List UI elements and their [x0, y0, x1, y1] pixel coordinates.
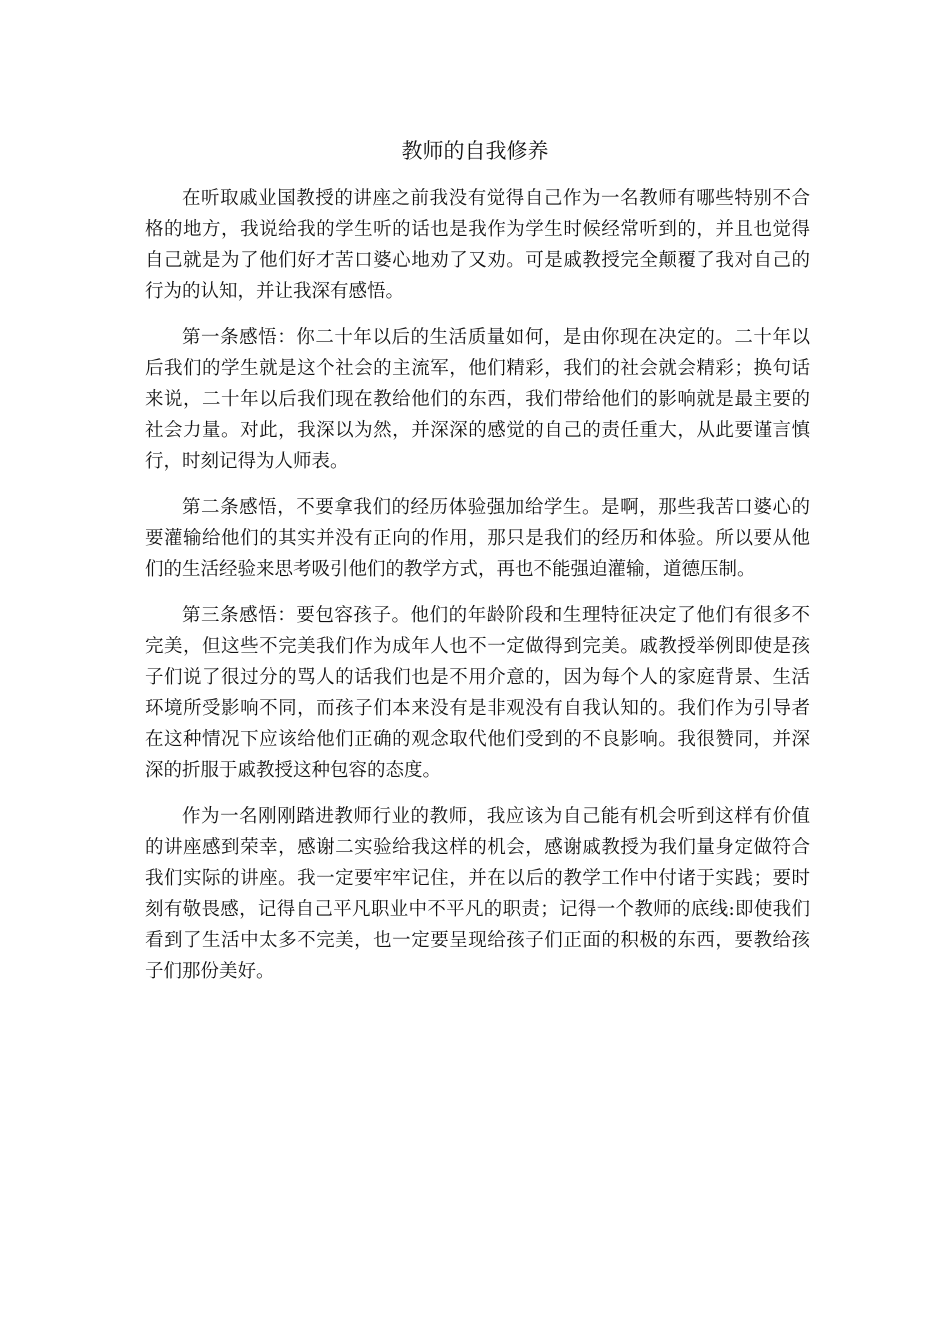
paragraph: 第一条感悟：你二十年以后的生活质量如何，是由你现在决定的。二十年以后我们的学生就是这个社会的主流军，他们精彩，我们的社会就会精彩；换句话来说，二十年以后我们现在教给他们的东西，我们带给他们的影响就是最主要的社会力量。对此，我深以为然，并深深的感觉的自己的责任重大，从此要谨言慎行，时刻记得为人师表。: [145, 327, 810, 472]
paragraph: 第二条感悟，不要拿我们的经历体验强加给学生。是啊，那些我苦口婆心的要灌输给他们的其实并没有正向的作用，那只是我们的经历和体验。所以要从他们的生活经验来思考吸引他们的教学方式，再也不能强迫灌输，道德压制。: [145, 497, 810, 580]
document-body: [145, 183, 810, 1002]
document-title: 教师的自我修养: [401, 139, 549, 163]
paragraph: 作为一名刚刚踏进教师行业的教师，我应该为自己能有机会听到这样有价值的讲座感到荣幸，感谢二实验给我这样的机会，感谢戚教授为我们量身定做符合我们实际的讲座。我一定要牢牢记住，并在以后的教学工作中付诸于实践；要时刻有敬畏感，记得自己平凡职业中不平凡的职责；记得一个教师的底线:即使我们看到了生活中太多不完美，也一定要呈现给孩子们正面的积极的东西，要教给孩子们那份美好。: [145, 806, 810, 982]
paragraph: 第三条感悟：要包容孩子。他们的年龄阶段和生理特征决定了他们有很多不完美，但这些不完美我们作为成年人也不一定做得到完美。戚教授举例即使是孩子们说了很过分的骂人的话我们也是不用介意的，因为每个人的家庭背景、生活环境所受影响不同，而孩子们本来没有是非观没有自我认知的。我们作为引导者在这种情况下应该给他们正确的观念取代他们受到的不良影响。我很赞同，并深深的折服于戚教授这种包容的态度。: [145, 605, 810, 781]
paragraph: 在听取戚业国教授的讲座之前我没有觉得自己作为一名教师有哪些特别不合格的地方，我说给我的学生听的话也是我作为学生时候经常听到的，并且也觉得自己就是为了他们好才苦口婆心地劝了又劝。可是戚教授完全颠覆了我对自己的行为的认知，并让我深有感悟。: [145, 188, 810, 302]
